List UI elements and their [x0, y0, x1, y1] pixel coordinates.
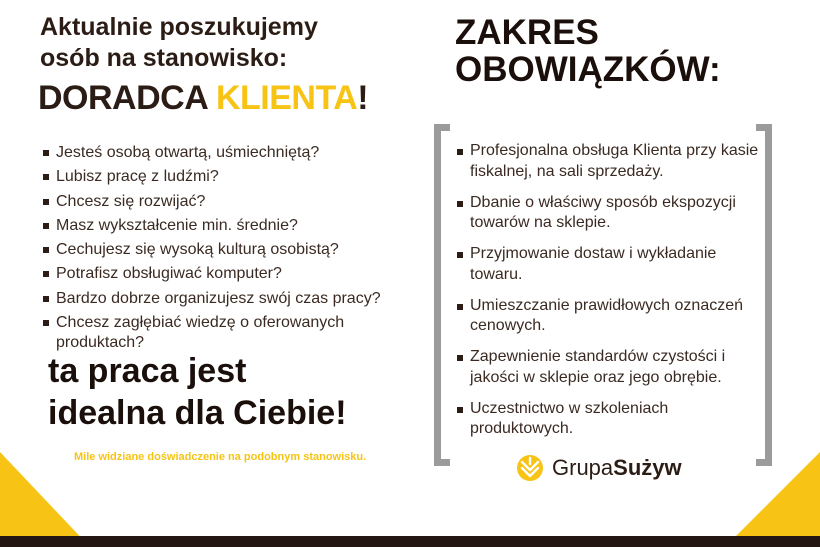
position-title-mark: !	[357, 79, 369, 117]
grupa-suzyw-logo-icon	[516, 454, 544, 482]
tagline-line: ta praca jest	[48, 352, 247, 390]
tagline-line: idealna dla Ciebie!	[48, 394, 347, 432]
position-title-word: DORADCA	[38, 79, 208, 117]
question-item: Chcesz zagłębiać wiedzę o oferowanych produktach?	[42, 313, 422, 353]
position-title-highlight: KLIENTA	[215, 79, 358, 117]
question-item: Bardzo dobrze organizujesz swój czas pracy?	[42, 287, 422, 311]
duty-item: Dbanie o właściwy sposób ekspozycji towarów na sklepie.	[456, 193, 761, 234]
duty-item: Profesjonalna obsługa Klienta przy kasie fiskalnej, na sali sprzedaży.	[456, 141, 761, 182]
duties-heading	[455, 14, 785, 88]
corner-decoration-left	[0, 452, 90, 547]
bottom-bar	[0, 536, 820, 547]
tagline	[48, 350, 428, 434]
duty-item: Umieszczanie prawidłowych oznaczeń cenowych.	[456, 296, 761, 337]
questions-list	[42, 141, 422, 353]
intro-line: Aktualnie poszukujemy	[40, 13, 318, 41]
intro-heading	[40, 12, 400, 74]
position-title	[38, 78, 368, 118]
question-item: Cechujesz się wysoką kulturą osobistą?	[42, 238, 422, 262]
logo-text-light: Grupa	[552, 455, 614, 480]
duty-item: Zapewnienie standardów czystości i jakości w sklepie oraz jego obrębie.	[456, 347, 761, 388]
bracket-left	[434, 124, 450, 466]
question-item: Chcesz się rozwijać?	[42, 190, 422, 214]
question-item: Potrafisz obsługiwać komputer?	[42, 262, 422, 286]
question-item: Masz wykształcenie min. średnie?	[42, 214, 422, 238]
question-item: Jesteś osobą otwartą, uśmiechniętą?	[42, 141, 422, 165]
logo-text	[552, 455, 682, 481]
duties-heading-line: ZAKRES	[455, 13, 599, 52]
duty-item: Uczestnictwo w szkoleniach produktowych.	[456, 399, 761, 440]
logo-text-bold: Sużyw	[613, 455, 682, 480]
intro-line: osób na stanowisko:	[40, 44, 288, 72]
company-logo	[516, 454, 682, 482]
corner-decoration-right	[725, 452, 820, 547]
question-item: Lubisz pracę z ludźmi?	[42, 165, 422, 189]
duty-item: Przyjmowanie dostaw i wykładanie towaru.	[456, 244, 761, 285]
duties-heading-line: OBOWIĄZKÓW:	[455, 50, 721, 89]
duties-list	[456, 141, 761, 450]
experience-note: Mile widziane doświadczenie na podobnym stanowisku.	[74, 451, 367, 463]
